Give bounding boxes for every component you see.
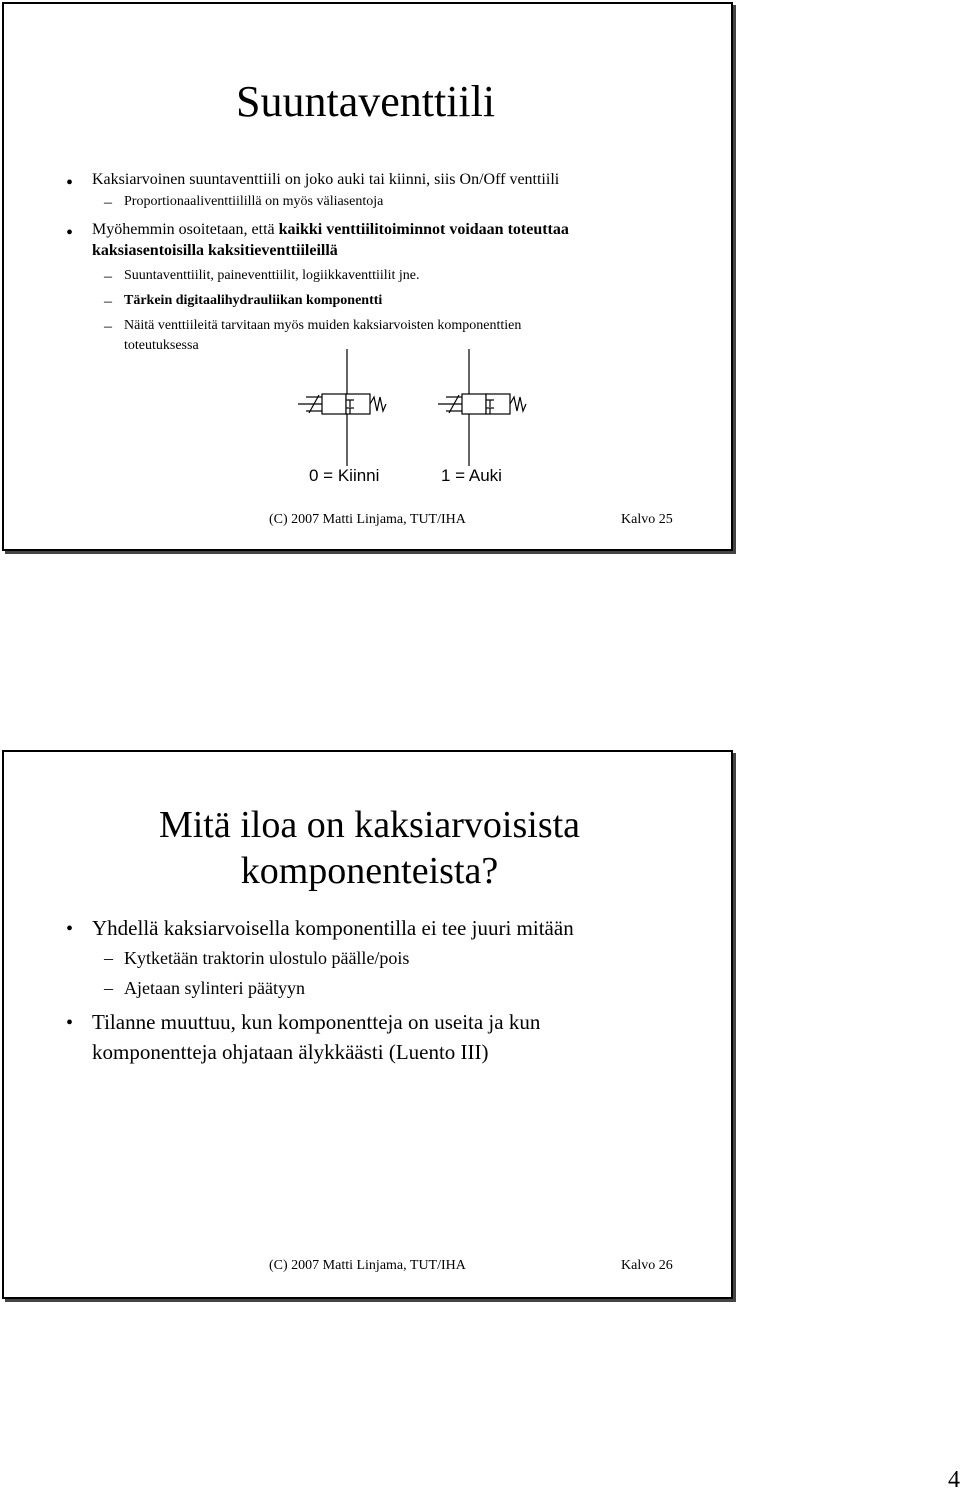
page-number: 4 [948, 1467, 960, 1493]
dash-icon: – [104, 268, 112, 285]
sub-bullet-text-continued: toteutuksessa [124, 338, 199, 353]
sub-bullet-text: Proportionaaliventtiilillä on myös väliasentoja [124, 194, 384, 209]
dash-icon: – [104, 318, 112, 335]
valve-label-open: 1 = Auki [441, 466, 502, 485]
sub-bullet-text: Tärkein digitaalihydrauliikan komponentti [124, 293, 383, 308]
slide-title [4, 802, 735, 894]
bullet-text: Tilanne muuttuu, kun komponentteja on useita ja kun [92, 1010, 541, 1034]
slide-title-line: Mitä iloa on kaksiarvoisista [158, 804, 581, 846]
dash-icon: – [104, 194, 112, 211]
bullet-icon: • [66, 222, 74, 244]
slide-title: Suuntaventtiili [236, 77, 496, 126]
valve-open-symbol [438, 349, 526, 466]
sub-bullet-text: Kytketään traktorin ulostulo päälle/pois [124, 948, 410, 968]
dash-icon: – [104, 293, 112, 310]
bullet-text: Kaksiarvoinen suuntaventtiili on joko auki tai kiinni, siis On/Off venttiili [92, 171, 560, 188]
valve-closed-symbol [298, 349, 386, 466]
slide-title-line: komponenteista? [240, 850, 499, 892]
slide-25 [2, 2, 733, 551]
slide-footer-credit: (C) 2007 Matti Linjama, TUT/IHA [269, 1258, 466, 1273]
bullet-icon: • [66, 172, 74, 194]
sub-bullet-text: Suuntaventtiilit, paineventtiilit, logiikkaventtiilit jne. [124, 268, 420, 283]
sub-bullet-text: Ajetaan sylinteri päätyyn [124, 978, 305, 998]
sub-bullet-text: Näitä venttiileitä tarvitaan myös muiden kaksiarvoisten komponenttien [124, 318, 522, 333]
slide-footer-number: Kalvo 26 [621, 1258, 673, 1273]
bullet-text-continued: kaksiasentoisilla kaksitieventtiileillä [92, 242, 338, 259]
slide-26 [2, 750, 733, 1299]
slide-footer-credit: (C) 2007 Matti Linjama, TUT/IHA [269, 512, 466, 527]
valve-label-closed: 0 = Kiinni [309, 466, 380, 485]
bullet-icon: • [66, 918, 74, 940]
dash-icon: – [104, 948, 113, 968]
bullet-text: Yhdellä kaksiarvoisella komponentilla ei tee juuri mitään [92, 916, 574, 940]
dash-icon: – [104, 978, 113, 998]
bullet-text: Myöhemmin osoitetaan, että kaikki venttiilitoiminnot voidaan toteuttaa [92, 221, 569, 238]
bullet-text-continued: komponentteja ohjataan älykkäästi (Luento III) [92, 1040, 489, 1064]
slide-footer-number: Kalvo 25 [621, 512, 673, 527]
bullet-icon: • [66, 1012, 74, 1034]
